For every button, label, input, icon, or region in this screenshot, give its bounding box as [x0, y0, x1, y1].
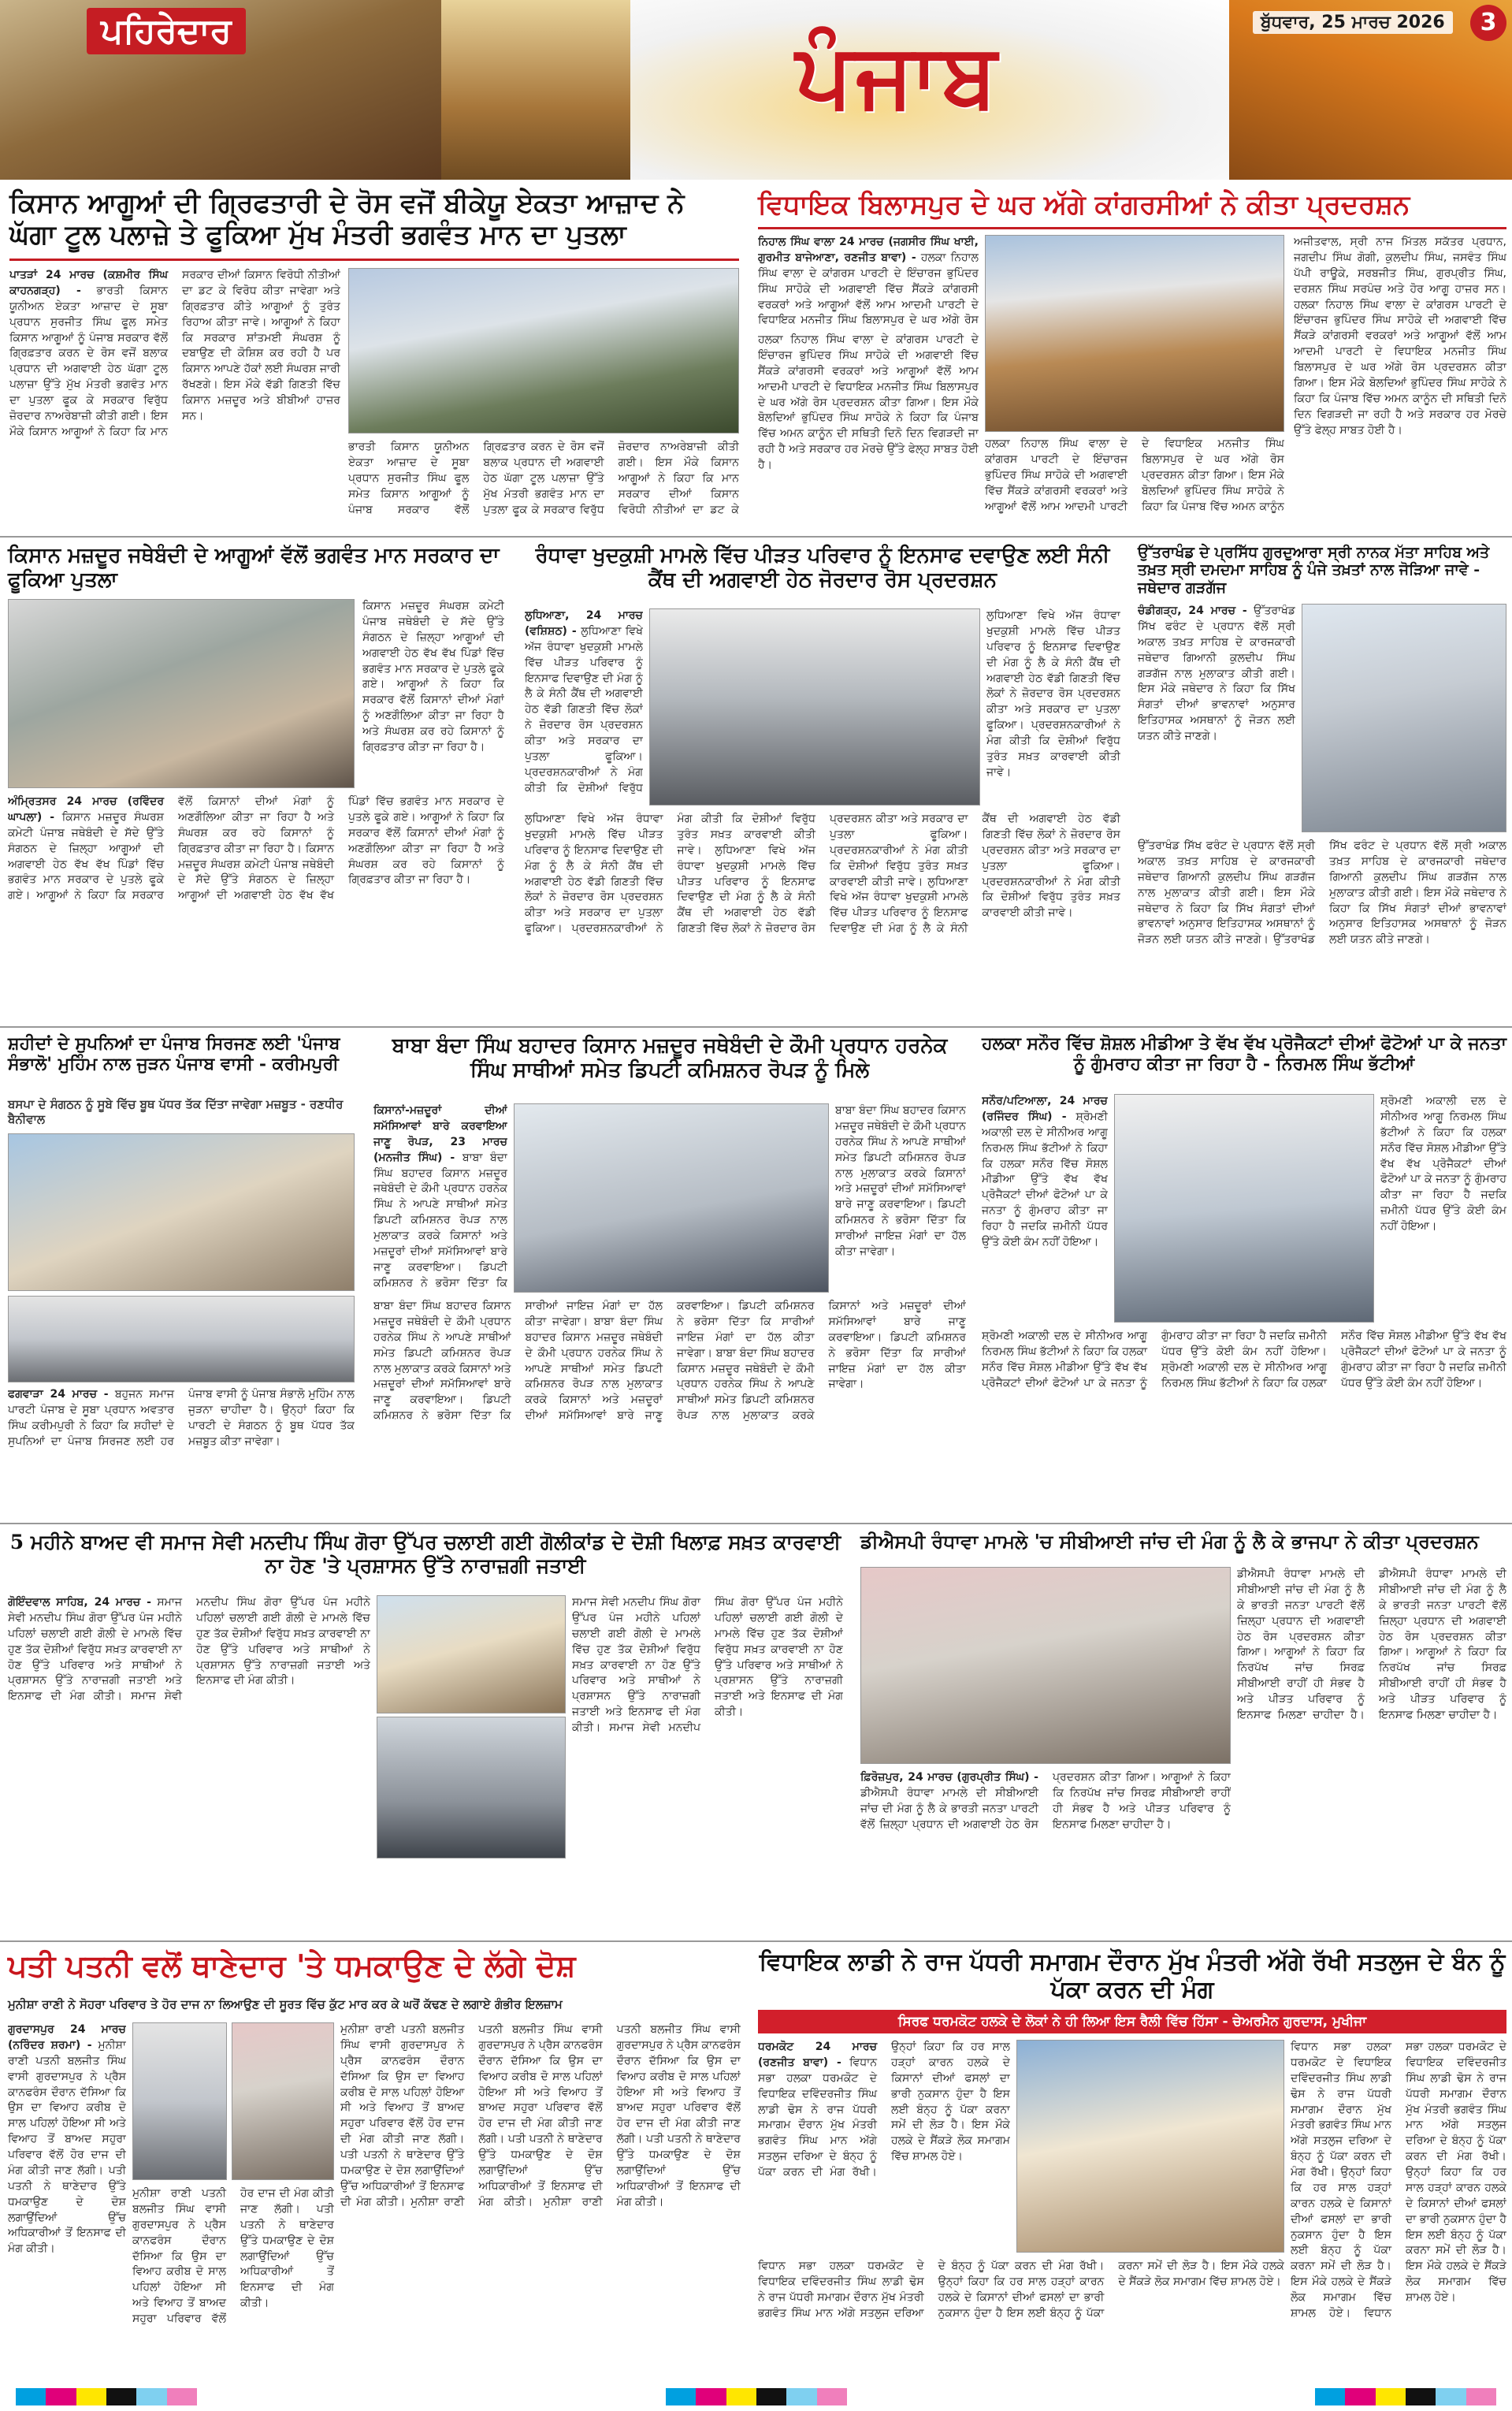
story-dateline: ਪਾਤੜਾਂ 24 ਮਾਰਚ (ਕਸ਼ਮੀਰ ਸਿੰਘ ਕਾਹਨਗੜ੍ਹ) -: [9, 269, 168, 297]
story-subhead: ਕਿਸਾਨਾਂ-ਮਜ਼ਦੂਰਾਂ ਦੀਆਂ ਸਮੱਸਿਆਵਾਂ ਬਾਰੇ ਕਰਵਾਇਆ ਜਾਣੂ: [373, 1104, 507, 1148]
story-sanaur-bhattian: [977, 1031, 1512, 1520]
color-registration-strip: [1315, 2388, 1496, 2405]
story-body: [9, 268, 340, 528]
story-dateline: ਧਰਮਕੋਟ 24 ਮਾਰਚ (ਰਣਜੀਤ ਬਾਵਾ) -: [758, 2041, 877, 2069]
section-divider: [0, 536, 1512, 538]
story-randhawa-protest: [518, 541, 1127, 1023]
story-body: ਨਿਹਾਲ ਸਿੰਘ ਵਾਲਾ 24 ਮਾਰਚ (ਜਗਸੀਰ ਸਿੰਘ ਖਾਈ, ਗੁਰਮੀਤ ਬਾਜੇਆਣਾ, ਰਣਜੀਤ ਬਾਵਾ) - ਹਲਕਾ ਨਿਹਾਲ ਸਿੰਘ ਵਾਲਾ ਦੇ ਕਾਂਗਰਸ ਪਾਰਟੀ ਦੇ ਇੰਚਾਰਜ ਭੁਪਿੰਦਰ ਸਿੰਘ ਸਾਹੋਕੇ ਦੀ ਅਗਵਾਈ ਵਿੱਚ ਸੈਂਕੜੇ ਕਾਂਗਰਸੀ ਵਰਕਰਾਂ ਅਤੇ ਆਗੂਆਂ ਵੱਲੋਂ ਆਮ ਆਦਮੀ ਪਾਰਟੀ ਦੇ ਵਿਧਾਇਕ ਮਨਜੀਤ ਸਿੰਘ ਬਿਲਾਸਪੁਰ ਦੇ ਘਰ ਅੱਗੇ ਰੋਸ: [758, 236, 979, 327]
story-thanedar-allegations: [0, 1945, 749, 2383]
story-headline: ਪਤੀ ਪਤਨੀ ਵਲੋਂ ਥਾਣੇਦਾਰ 'ਤੇ ਧਮਕਾਉਣ ਦੇ ਲੱਗੇ ਦੋਸ਼: [8, 1948, 576, 1983]
issue-date: ਬੁੱਧਵਾਰ, 25 ਮਾਰਚ 2026: [1253, 11, 1453, 34]
section-title: ਪੰਜਾਬ: [796, 24, 1001, 127]
color-registration-strip: [16, 2388, 197, 2405]
story-banner: ਸਿਰਫ ਧਰਮਕੋਟ ਹਲਕੇ ਦੇ ਲੋਕਾਂ ਨੇ ਹੀ ਲਿਆ ਇਸ ਰੈਲੀ ਵਿੱਚ ਹਿੱਸਾ - ਚੇਅਰਮੈਨ ਗੁਰਦਾਸ, ਮੁਖੀਜਾ: [758, 2010, 1506, 2033]
story-photo-gurdwara: [377, 1595, 566, 1713]
story-subhead: ਮੁਨੀਸ਼ਾ ਰਾਣੀ ਨੇ ਸੋਹਰਾ ਪਰਿਵਾਰ ਤੇ ਹੋਰ ਦਾਜ ਨਾ ਲਿਆਉਣ ਦੀ ਸੂਰਤ ਵਿੱਚ ਕੁੱਟ ਮਾਰ ਕਰ ਕੇ ਘਰੋਂ ਕੱਢਣ ਦੇ ਲਗਾਏ ਗੰਭੀਰ ਇਲਜ਼ਾਮ: [8, 1997, 563, 2011]
story-body: ਚੰਡੀਗੜ੍ਹ, 24 ਮਾਰਚ - ਉੱਤਰਾਖੰਡ ਸਿੱਖ ਫਰੰਟ ਦੇ ਪ੍ਰਧਾਨ ਵੱਲੋਂ ਸ੍ਰੀ ਅਕਾਲ ਤਖ਼ਤ ਸਾਹਿਬ ਦੇ ਕਾਰਜਕਾਰੀ ਜਥੇਦਾਰ ਗਿਆਨੀ ਕੁਲਦੀਪ ਸਿੰਘ ਗੜਗੱਜ ਨਾਲ ਮੁਲਾਕਾਤ ਕੀਤੀ ਗਈ। ਇਸ ਮੌਕੇ ਜਥੇਦਾਰ ਨੇ ਕਿਹਾ ਕਿ ਸਿੱਖ ਸੰਗਤਾਂ ਦੀਆਂ ਭਾਵਨਾਵਾਂ ਅਨੁਸਾਰ ਇਤਿਹਾਸਕ ਅਸਥਾਨਾਂ ਨੂੰ ਜੋੜਨ ਲਈ ਯਤਨ ਕੀਤੇ ਜਾਣਗੇ।: [1138, 605, 1295, 742]
story-body-continued: ਅੰਮ੍ਰਿਤਸਰ 24 ਮਾਰਚ (ਰਵਿੰਦਰ ਘਾਪਲਾ) - ਕਿਸਾਨ ਮਜ਼ਦੂਰ ਸੰਘਰਸ਼ ਕਮੇਟੀ ਪੰਜਾਬ ਜਥੇਬੰਦੀ ਦੇ ਸੱਦੇ ਉੱਤੇ ਸੰਗਠਨ ਦੇ ਜ਼ਿਲ੍ਹਾ ਆਗੂਆਂ ਦੀ ਅਗਵਾਈ ਹੇਠ ਵੱਖ ਵੱਖ ਪਿੰਡਾਂ ਵਿੱਚ ਭਗਵੰਤ ਮਾਨ ਸਰਕਾਰ ਦੇ ਪੁਤਲੇ ਫੂਕੇ ਗਏ। ਆਗੂਆਂ ਨੇ ਕਿਹਾ ਕਿ ਸਰਕਾਰ ਵੱਲੋਂ ਕਿਸਾਨਾਂ ਦੀਆਂ ਮੰਗਾਂ ਨੂੰ ਅਣਗੌਲਿਆ ਕੀਤਾ ਜਾ ਰਿਹਾ ਹੈ ਅਤੇ ਸੰਘਰਸ਼ ਕਰ ਰਹੇ ਕਿਸਾਨਾਂ ਨੂੰ ਗ੍ਰਿਫ਼ਤਾਰ ਕੀਤਾ ਜਾ ਰਿਹਾ ਹੈ। ਕਿਸਾਨ ਮਜ਼ਦੂਰ ਸੰਘਰਸ਼ ਕਮੇਟੀ ਪੰਜਾਬ ਜਥੇਬੰਦੀ ਦੇ ਸੱਦੇ ਉੱਤੇ ਸੰਗਠਨ ਦੇ ਜ਼ਿਲ੍ਹਾ ਆਗੂਆਂ ਦੀ ਅਗਵਾਈ ਹੇਠ ਵੱਖ ਵੱਖ ਪਿੰਡਾਂ ਵਿੱਚ ਭਗਵੰਤ ਮਾਨ ਸਰਕਾਰ ਦੇ ਪੁਤਲੇ ਫੂਕੇ ਗਏ। ਆਗੂਆਂ ਨੇ ਕਿਹਾ ਕਿ ਸਰਕਾਰ ਵੱਲੋਂ ਕਿਸਾਨਾਂ ਦੀਆਂ ਮੰਗਾਂ ਨੂੰ ਅਣਗੌਲਿਆ ਕੀਤਾ ਜਾ ਰਿਹਾ ਹੈ ਅਤੇ ਸੰਘਰਸ਼ ਕਰ ਰਹੇ ਕਿਸਾਨਾਂ ਨੂੰ ਗ੍ਰਿਫ਼ਤਾਰ ਕੀਤਾ ਜਾ ਰਿਹਾ ਹੈ।: [8, 795, 504, 902]
story-photo: [1016, 2040, 1284, 2253]
story-body: ਲੁਧਿਆਣਾ, 24 ਮਾਰਚ (ਵਸ਼ਿਸ਼ਠ) - ਲੁਧਿਆਣਾ ਵਿਖੇ ਅੱਜ ਰੰਧਾਵਾ ਖੁਦਕੁਸ਼ੀ ਮਾਮਲੇ ਵਿੱਚ ਪੀੜਤ ਪਰਿਵਾਰ ਨੂੰ ਇਨਸਾਫ ਦਿਵਾਉਣ ਦੀ ਮੰਗ ਨੂੰ ਲੈ ਕੇ ਸੰਨੀ ਕੈਂਥ ਦੀ ਅਗਵਾਈ ਹੇਠ ਵੱਡੀ ਗਿਣਤੀ ਵਿੱਚ ਲੋਕਾਂ ਨੇ ਜ਼ੋਰਦਾਰ ਰੋਸ ਪ੍ਰਦਰਸ਼ਨ ਕੀਤਾ ਅਤੇ ਸਰਕਾਰ ਦਾ ਪੁਤਲਾ ਫੂਕਿਆ। ਪ੍ਰਦਰਸ਼ਨਕਾਰੀਆਂ ਨੇ ਮੰਗ ਕੀਤੀ ਕਿ ਦੋਸ਼ੀਆਂ ਵਿਰੁੱਧ: [525, 609, 643, 794]
story-headline: ਉੱਤਰਾਖੰਡ ਦੇ ਪ੍ਰਸਿੱਧ ਗੁਰਦੁਆਰਾ ਸ੍ਰੀ ਨਾਨਕ ਮੱਤਾ ਸਾਹਿਬ ਅਤੇ ਤਖ਼ਤ ਸ੍ਰੀ ਦਮਦਮਾ ਸਾਹਿਬ ਨੂੰ ਪੰਜੇ ਤਖ਼ਤਾਂ ਨਾਲ ਜੋੜਿਆ ਜਾਵੇ - ਜਥੇਦਾਰ ਗੜਗੱਜ: [1138, 544, 1490, 597]
story-text: ਭਾਰਤੀ ਕਿਸਾਨ ਯੂਨੀਅਨ ਏਕਤਾ ਆਜ਼ਾਦ ਦੇ ਸੂਬਾ ਪ੍ਰਧਾਨ ਸੁਰਜੀਤ ਸਿੰਘ ਫੂਲ ਸਮੇਤ ਕਿਸਾਨ ਆਗੂਆਂ ਨੂੰ ਪੰਜਾਬ ਸਰਕਾਰ ਵੱਲੋਂ ਗ੍ਰਿਫ਼ਤਾਰ ਕਰਨ ਦੇ ਰੋਸ ਵਜੋਂ ਬਲਾਕ ਪ੍ਰਧਾਨ ਦੀ ਅਗਵਾਈ ਹੇਠ ਘੱਗਾ ਟੂਲ ਪਲਾਜ਼ਾ ਉੱਤੇ ਮੁੱਖ ਮੰਤਰੀ ਭਗਵੰਤ ਮਾਨ ਦਾ ਪੁਤਲਾ ਫੂਕ ਕੇ ਸਰਕਾਰ ਵਿਰੁੱਧ ਜ਼ੋਰਦਾਰ ਨਾਅਰੇਬਾਜ਼ੀ ਕੀਤੀ ਗਈ। ਇਸ ਮੌਕੇ ਕਿਸਾਨ ਆਗੂਆਂ ਨੇ ਕਿਹਾ ਕਿ ਮਾਨ ਸਰਕਾਰ ਦੀਆਂ ਕਿਸਾਨ ਵਿਰੋਧੀ ਨੀਤੀਆਂ ਦਾ ਡਟ ਕੇ ਵਿਰੋਧ ਕੀਤਾ ਜਾਵੇਗਾ ਅਤੇ ਗ੍ਰਿਫ਼ਤਾਰ ਕੀਤੇ ਆਗੂਆਂ ਨੂੰ ਤੁਰੰਤ ਰਿਹਾਅ ਕੀਤਾ ਜਾਵੇ। ਆਗੂਆਂ ਨੇ ਕਿਹਾ ਕਿ ਸਰਕਾਰ ਸ਼ਾਂਤਮਈ ਸੰਘਰਸ਼ ਨੂੰ ਦਬਾਉਣ ਦੀ ਕੋਸ਼ਿਸ਼ ਕਰ ਰਹੀ ਹੈ ਪਰ ਕਿਸਾਨ ਆਪਣੇ ਹੱਕਾਂ ਲਈ ਸੰਘਰਸ਼ ਜਾਰੀ ਰੱਖਣਗੇ। ਇਸ ਮੌਕੇ ਵੱਡੀ ਗਿਣਤੀ ਵਿੱਚ ਕਿਸਾਨ ਮਜ਼ਦੂਰ ਅਤੇ ਬੀਬੀਆਂ ਹਾਜ਼ਰ ਸਨ।: [9, 269, 340, 438]
story-photo-woman: [232, 2022, 334, 2180]
story-body-continued: ਡੀਐਸਪੀ ਰੰਧਾਵਾ ਮਾਮਲੇ ਦੀ ਸੀਬੀਆਈ ਜਾਂਚ ਦੀ ਮੰਗ ਨੂੰ ਲੈ ਕੇ ਭਾਰਤੀ ਜਨਤਾ ਪਾਰਟੀ ਵੱਲੋਂ ਜ਼ਿਲ੍ਹਾ ਪ੍ਰਧਾਨ ਦੀ ਅਗਵਾਈ ਹੇਠ ਰੋਸ ਪ੍ਰਦਰਸ਼ਨ ਕੀਤਾ ਗਿਆ। ਆਗੂਆਂ ਨੇ ਕਿਹਾ ਕਿ ਨਿਰਪੱਖ ਜਾਂਚ ਸਿਰਫ਼ ਸੀਬੀਆਈ ਰਾਹੀਂ ਹੀ ਸੰਭਵ ਹੈ ਅਤੇ ਪੀੜਤ ਪਰਿਵਾਰ ਨੂੰ ਇਨਸਾਫ ਮਿਲਣਾ ਚਾਹੀਦਾ ਹੈ। ਡੀਐਸਪੀ ਰੰਧਾਵਾ ਮਾਮਲੇ ਦੀ ਸੀਬੀਆਈ ਜਾਂਚ ਦੀ ਮੰਗ ਨੂੰ ਲੈ ਕੇ ਭਾਰਤੀ ਜਨਤਾ ਪਾਰਟੀ ਵੱਲੋਂ ਜ਼ਿਲ੍ਹਾ ਪ੍ਰਧਾਨ ਦੀ ਅਗਵਾਈ ਹੇਠ ਰੋਸ ਪ੍ਰਦਰਸ਼ਨ ਕੀਤਾ ਗਿਆ। ਆਗੂਆਂ ਨੇ ਕਿਹਾ ਕਿ ਨਿਰਪੱਖ ਜਾਂਚ ਸਿਰਫ਼ ਸੀਬੀਆਈ ਰਾਹੀਂ ਹੀ ਸੰਭਵ ਹੈ ਅਤੇ ਪੀੜਤ ਪਰਿਵਾਰ ਨੂੰ ਇਨਸਾਫ ਮਿਲਣਾ ਚਾਹੀਦਾ ਹੈ।: [1237, 1568, 1506, 1721]
story-photo: [514, 1103, 829, 1293]
story-bku-effigy: [0, 186, 749, 533]
story-photo: [985, 235, 1284, 432]
story-bsp-karimpuri: [0, 1031, 362, 1520]
story-dateline: ਫਗਵਾੜਾ 24 ਮਾਰਚ -: [8, 1388, 109, 1401]
story-mandeep-gora: [0, 1527, 851, 1937]
newspaper-logo: ਪਹਿਰੇਦਾਰ: [87, 8, 246, 54]
story-dateline: ਅੰਮ੍ਰਿਤਸਰ 24 ਮਾਰਚ (ਰਵਿੰਦਰ ਘਾਪਲਾ) -: [8, 795, 164, 824]
story-body-continued-2: ਬਾਬਾ ਬੰਦਾ ਸਿੰਘ ਬਹਾਦਰ ਕਿਸਾਨ ਮਜ਼ਦੂਰ ਜਥੇਬੰਦੀ ਦੇ ਕੌਮੀ ਪ੍ਰਧਾਨ ਹਰਨੇਕ ਸਿੰਘ ਨੇ ਆਪਣੇ ਸਾਥੀਆਂ ਸਮੇਤ ਡਿਪਟੀ ਕਮਿਸ਼ਨਰ ਰੋਪੜ ਨਾਲ ਮੁਲਾਕਾਤ ਕਰਕੇ ਕਿਸਾਨਾਂ ਅਤੇ ਮਜ਼ਦੂਰਾਂ ਦੀਆਂ ਸਮੱਸਿਆਵਾਂ ਬਾਰੇ ਜਾਣੂ ਕਰਵਾਇਆ। ਡਿਪਟੀ ਕਮਿਸ਼ਨਰ ਨੇ ਭਰੋਸਾ ਦਿੱਤਾ ਕਿ ਸਾਰੀਆਂ ਜਾਇਜ਼ ਮੰਗਾਂ ਦਾ ਹੱਲ ਕੀਤਾ ਜਾਵੇਗਾ। ਬਾਬਾ ਬੰਦਾ ਸਿੰਘ ਬਹਾਦਰ ਕਿਸਾਨ ਮਜ਼ਦੂਰ ਜਥੇਬੰਦੀ ਦੇ ਕੌਮੀ ਪ੍ਰਧਾਨ ਹਰਨੇਕ ਸਿੰਘ ਨੇ ਆਪਣੇ ਸਾਥੀਆਂ ਸਮੇਤ ਡਿਪਟੀ ਕਮਿਸ਼ਨਰ ਰੋਪੜ ਨਾਲ ਮੁਲਾਕਾਤ ਕਰਕੇ ਕਿਸਾਨਾਂ ਅਤੇ ਮਜ਼ਦੂਰਾਂ ਦੀਆਂ ਸਮੱਸਿਆਵਾਂ ਬਾਰੇ ਜਾਣੂ ਕਰਵਾਇਆ। ਡਿਪਟੀ ਕਮਿਸ਼ਨਰ ਨੇ ਭਰੋਸਾ ਦਿੱਤਾ ਕਿ ਸਾਰੀਆਂ ਜਾਇਜ਼ ਮੰਗਾਂ ਦਾ ਹੱਲ ਕੀਤਾ ਜਾਵੇਗਾ। ਬਾਬਾ ਬੰਦਾ ਸਿੰਘ ਬਹਾਦਰ ਕਿਸਾਨ ਮਜ਼ਦੂਰ ਜਥੇਬੰਦੀ ਦੇ ਕੌਮੀ ਪ੍ਰਧਾਨ ਹਰਨੇਕ ਸਿੰਘ ਨੇ ਆਪਣੇ ਸਾਥੀਆਂ ਸਮੇਤ ਡਿਪਟੀ ਕਮਿਸ਼ਨਰ ਰੋਪੜ ਨਾਲ ਮੁਲਾਕਾਤ ਕਰਕੇ ਕਿਸਾਨਾਂ ਅਤੇ ਮਜ਼ਦੂਰਾਂ ਦੀਆਂ ਸਮੱਸਿਆਵਾਂ ਬਾਰੇ ਜਾਣੂ ਕਰਵਾਇਆ। ਡਿਪਟੀ ਕਮਿਸ਼ਨਰ ਨੇ ਭਰੋਸਾ ਦਿੱਤਾ ਕਿ ਸਾਰੀਆਂ ਜਾਇਜ਼ ਮੰਗਾਂ ਦਾ ਹੱਲ ਕੀਤਾ ਜਾਵੇਗਾ।: [373, 1300, 966, 1423]
story-photo: [348, 268, 739, 433]
story-body: ਧਰਮਕੋਟ 24 ਮਾਰਚ (ਰਣਜੀਤ ਬਾਵਾ) - ਵਿਧਾਨ ਸਭਾ ਹਲਕਾ ਧਰਮਕੋਟ ਦੇ ਵਿਧਾਇਕ ਦਵਿੰਦਰਜੀਤ ਸਿੰਘ ਲਾਡੀ ਢੋਸ ਨੇ ਰਾਜ ਪੱਧਰੀ ਸਮਾਗਮ ਦੌਰਾਨ ਮੁੱਖ ਮੰਤਰੀ ਭਗਵੰਤ ਸਿੰਘ ਮਾਨ ਅੱਗੇ ਸਤਲੁਜ ਦਰਿਆ ਦੇ ਬੰਨ੍ਹ ਨੂੰ ਪੱਕਾ ਕਰਨ ਦੀ ਮੰਗ ਰੱਖੀ। ਉਨ੍ਹਾਂ ਕਿਹਾ ਕਿ ਹਰ ਸਾਲ ਹੜ੍ਹਾਂ ਕਾਰਨ ਹਲਕੇ ਦੇ ਕਿਸਾਨਾਂ ਦੀਆਂ ਫਸਲਾਂ ਦਾ ਭਾਰੀ ਨੁਕਸਾਨ ਹੁੰਦਾ ਹੈ ਇਸ ਲਈ ਬੰਨ੍ਹ ਨੂੰ ਪੱਕਾ ਕਰਨਾ ਸਮੇਂ ਦੀ ਲੋੜ ਹੈ। ਇਸ ਮੌਕੇ ਹਲਕੇ ਦੇ ਸੈਂਕੜੇ ਲੋਕ ਸਮਾਗਮ ਵਿੱਚ ਸ਼ਾਮਲ ਹੋਏ।: [758, 2041, 1010, 2178]
story-ladi-satluj: [753, 1945, 1512, 2383]
section-divider: [0, 1940, 1512, 1942]
story-subhead: ਬਸਪਾ ਦੇ ਸੰਗਠਨ ਨੂੰ ਸੂਬੇ ਵਿੱਚ ਬੂਥ ਪੱਧਰ ਤੱਕ ਦਿੱਤਾ ਜਾਵੇਗਾ ਮਜ਼ਬੂਤ - ਰਣਧੀਰ ਬੈਨੀਵਾਲ: [8, 1097, 344, 1126]
story-dateline: ਗੋਇੰਦਵਾਲ ਸਾਹਿਬ, 24 ਮਾਰਚ -: [8, 1596, 151, 1609]
story-photo: [8, 599, 355, 788]
story-dateline: ਰੋਪੜ, 23 ਮਾਰਚ (ਮਨਜੀਤ ਸਿੰਘ) -: [373, 1135, 507, 1164]
story-side-body: ਅਜੀਤਵਾਲ, ਸ੍ਰੀ ਨਾਜ ਮਿੱਤਲ ਸਕੱਤਰ ਪ੍ਰਧਾਨ, ਜਗਦੀਪ ਸਿੰਘ ਗੋਗੀ, ਕੁਲਦੀਪ ਸਿੰਘ, ਜਸਵੰਤ ਸਿੰਘ ਪੱਪੀ ਰਾਊਕੇ, ਸਰਬਜੀਤ ਸਿੰਘ, ਗੁਰਪ੍ਰੀਤ ਸਿੰਘ, ਦਰਸ਼ਨ ਸਿੰਘ ਸਰਪੰਚ ਅਤੇ ਹੋਰ ਆਗੂ ਹਾਜ਼ਰ ਸਨ। ਹਲਕਾ ਨਿਹਾਲ ਸਿੰਘ ਵਾਲਾ ਦੇ ਕਾਂਗਰਸ ਪਾਰਟੀ ਦੇ ਇੰਚਾਰਜ ਭੁਪਿੰਦਰ ਸਿੰਘ ਸਾਹੋਕੇ ਦੀ ਅਗਵਾਈ ਵਿੱਚ ਸੈਂਕੜੇ ਕਾਂਗਰਸੀ ਵਰਕਰਾਂ ਅਤੇ ਆਗੂਆਂ ਵੱਲੋਂ ਆਮ ਆਦਮੀ ਪਾਰਟੀ ਦੇ ਵਿਧਾਇਕ ਮਨਜੀਤ ਸਿੰਘ ਬਿਲਾਸਪੁਰ ਦੇ ਘਰ ਅੱਗੇ ਰੋਸ ਪ੍ਰਦਰਸ਼ਨ ਕੀਤਾ ਗਿਆ। ਇਸ ਮੌਕੇ ਬੋਲਦਿਆਂ ਭੁਪਿੰਦਰ ਸਿੰਘ ਸਾਹੋਕੇ ਨੇ ਕਿਹਾ ਕਿ ਪੰਜਾਬ ਵਿੱਚ ਅਮਨ ਕਾਨੂੰਨ ਦੀ ਸਥਿਤੀ ਦਿਨੋ ਦਿਨ ਵਿਗੜਦੀ ਜਾ ਰਹੀ ਹੈ ਅਤੇ ਸਰਕਾਰ ਹਰ ਮੋਰਚੇ ਉੱਤੇ ਫੇਲ੍ਹ ਸਾਬਤ ਹੋਈ ਹੈ।: [1294, 236, 1506, 437]
story-headline: 5 ਮਹੀਨੇ ਬਾਅਦ ਵੀ ਸਮਾਜ ਸੇਵੀ ਮਨਦੀਪ ਸਿੰਘ ਗੋਰਾ ਉੱਪਰ ਚਲਾਈ ਗਈ ਗੋਲੀਕਾਂਡ ਦੇ ਦੋਸ਼ੀ ਖਿਲਾਫ਼ ਸਖ਼ਤ ਕਾਰਵਾਈ ਨਾ ਹੋਣ 'ਤੇ ਪ੍ਰਸ਼ਾਸਨ ਉੱਤੇ ਨਾਰਾਜ਼ਗੀ ਜਤਾਈ: [9, 1531, 841, 1577]
story-dateline: ਫ਼ਿਰੋਜ਼ਪੁਰ, 24 ਮਾਰਚ (ਗੁਰਪ੍ਰੀਤ ਸਿੰਘ) -: [860, 1771, 1038, 1784]
story-photo: [860, 1567, 1231, 1764]
story-photo-press: [377, 1717, 566, 1858]
story-body-continued-2: ਲੁਧਿਆਣਾ ਵਿਖੇ ਅੱਜ ਰੰਧਾਵਾ ਖੁਦਕੁਸ਼ੀ ਮਾਮਲੇ ਵਿੱਚ ਪੀੜਤ ਪਰਿਵਾਰ ਨੂੰ ਇਨਸਾਫ ਦਿਵਾਉਣ ਦੀ ਮੰਗ ਨੂੰ ਲੈ ਕੇ ਸੰਨੀ ਕੈਂਥ ਦੀ ਅਗਵਾਈ ਹੇਠ ਵੱਡੀ ਗਿਣਤੀ ਵਿੱਚ ਲੋਕਾਂ ਨੇ ਜ਼ੋਰਦਾਰ ਰੋਸ ਪ੍ਰਦਰਸ਼ਨ ਕੀਤਾ ਅਤੇ ਸਰਕਾਰ ਦਾ ਪੁਤਲਾ ਫੂਕਿਆ। ਪ੍ਰਦਰਸ਼ਨਕਾਰੀਆਂ ਨੇ ਮੰਗ ਕੀਤੀ ਕਿ ਦੋਸ਼ੀਆਂ ਵਿਰੁੱਧ ਤੁਰੰਤ ਸਖ਼ਤ ਕਾਰਵਾਈ ਕੀਤੀ ਜਾਵੇ। ਲੁਧਿਆਣਾ ਵਿਖੇ ਅੱਜ ਰੰਧਾਵਾ ਖੁਦਕੁਸ਼ੀ ਮਾਮਲੇ ਵਿੱਚ ਪੀੜਤ ਪਰਿਵਾਰ ਨੂੰ ਇਨਸਾਫ ਦਿਵਾਉਣ ਦੀ ਮੰਗ ਨੂੰ ਲੈ ਕੇ ਸੰਨੀ ਕੈਂਥ ਦੀ ਅਗਵਾਈ ਹੇਠ ਵੱਡੀ ਗਿਣਤੀ ਵਿੱਚ ਲੋਕਾਂ ਨੇ ਜ਼ੋਰਦਾਰ ਰੋਸ ਪ੍ਰਦਰਸ਼ਨ ਕੀਤਾ ਅਤੇ ਸਰਕਾਰ ਦਾ ਪੁਤਲਾ ਫੂਕਿਆ। ਪ੍ਰਦਰਸ਼ਨਕਾਰੀਆਂ ਨੇ ਮੰਗ ਕੀਤੀ ਕਿ ਦੋਸ਼ੀਆਂ ਵਿਰੁੱਧ ਤੁਰੰਤ ਸਖ਼ਤ ਕਾਰਵਾਈ ਕੀਤੀ ਜਾਵੇ। ਲੁਧਿਆਣਾ ਵਿਖੇ ਅੱਜ ਰੰਧਾਵਾ ਖੁਦਕੁਸ਼ੀ ਮਾਮਲੇ ਵਿੱਚ ਪੀੜਤ ਪਰਿਵਾਰ ਨੂੰ ਇਨਸਾਫ ਦਿਵਾਉਣ ਦੀ ਮੰਗ ਨੂੰ ਲੈ ਕੇ ਸੰਨੀ ਕੈਂਥ ਦੀ ਅਗਵਾਈ ਹੇਠ ਵੱਡੀ ਗਿਣਤੀ ਵਿੱਚ ਲੋਕਾਂ ਨੇ ਜ਼ੋਰਦਾਰ ਰੋਸ ਪ੍ਰਦਰਸ਼ਨ ਕੀਤਾ ਅਤੇ ਸਰਕਾਰ ਦਾ ਪੁਤਲਾ ਫੂਕਿਆ। ਪ੍ਰਦਰਸ਼ਨਕਾਰੀਆਂ ਨੇ ਮੰਗ ਕੀਤੀ ਕਿ ਦੋਸ਼ੀਆਂ ਵਿਰੁੱਧ ਤੁਰੰਤ ਸਖ਼ਤ ਕਾਰਵਾਈ ਕੀਤੀ ਜਾਵੇ।: [525, 813, 1120, 936]
divider: [9, 259, 739, 261]
divider: [758, 227, 1506, 229]
story-body: ਫਗਵਾੜਾ 24 ਮਾਰਚ - ਬਹੁਜਨ ਸਮਾਜ ਪਾਰਟੀ ਪੰਜਾਬ ਦੇ ਸੂਬਾ ਪ੍ਰਧਾਨ ਅਵਤਾਰ ਸਿੰਘ ਕਰੀਮਪੁਰੀ ਨੇ ਕਿਹਾ ਕਿ ਸ਼ਹੀਦਾਂ ਦੇ ਸੁਪਨਿਆਂ ਦਾ ਪੰਜਾਬ ਸਿਰਜਣ ਲਈ ਹਰ ਪੰਜਾਬ ਵਾਸੀ ਨੂੰ ਪੰਜਾਬ ਸੰਭਾਲੋ ਮੁਹਿੰਮ ਨਾਲ ਜੁੜਨਾ ਚਾਹੀਦਾ ਹੈ। ਉਨ੍ਹਾਂ ਕਿਹਾ ਕਿ ਪਾਰਟੀ ਦੇ ਸੰਗਠਨ ਨੂੰ ਬੂਥ ਪੱਧਰ ਤੱਕ ਮਜ਼ਬੂਤ ਕੀਤਾ ਜਾਵੇਗਾ।: [8, 1388, 355, 1448]
story-body-continued: ਹਲਕਾ ਨਿਹਾਲ ਸਿੰਘ ਵਾਲਾ ਦੇ ਕਾਂਗਰਸ ਪਾਰਟੀ ਦੇ ਇੰਚਾਰਜ ਭੁਪਿੰਦਰ ਸਿੰਘ ਸਾਹੋਕੇ ਦੀ ਅਗਵਾਈ ਵਿੱਚ ਸੈਂਕੜੇ ਕਾਂਗਰਸੀ ਵਰਕਰਾਂ ਅਤੇ ਆਗੂਆਂ ਵੱਲੋਂ ਆਮ ਆਦਮੀ ਪਾਰਟੀ ਦੇ ਵਿਧਾਇਕ ਮਨਜੀਤ ਸਿੰਘ ਬਿਲਾਸਪੁਰ ਦੇ ਘਰ ਅੱਗੇ ਰੋਸ ਪ੍ਰਦਰਸ਼ਨ ਕੀਤਾ ਗਿਆ। ਇਸ ਮੌਕੇ ਬੋਲਦਿਆਂ ਭੁਪਿੰਦਰ ਸਿੰਘ ਸਾਹੋਕੇ ਨੇ ਕਿਹਾ ਕਿ ਪੰਜਾਬ ਵਿੱਚ ਅਮਨ ਕਾਨੂੰਨ ਦੀ ਸਥਿਤੀ ਦਿਨੋ ਦਿਨ ਵਿਗੜਦੀ ਜਾ ਰਹੀ ਹੈ ਅਤੇ ਸਰਕਾਰ ਹਰ ਮੋਰਚੇ ਉੱਤੇ ਫੇਲ੍ਹ ਸਾਬਤ ਹੋਈ ਹੈ।: [758, 333, 979, 471]
story-photo: [649, 608, 980, 806]
section-divider: [0, 1026, 1512, 1028]
story-body-continued: ਮੁਨੀਸ਼ਾ ਰਾਣੀ ਪਤਨੀ ਬਲਜੀਤ ਸਿੰਘ ਵਾਸੀ ਗੁਰਦਾਸਪੁਰ ਨੇ ਪ੍ਰੈਸ ਕਾਨਫਰੰਸ ਦੌਰਾਨ ਦੱਸਿਆ ਕਿ ਉਸ ਦਾ ਵਿਆਹ ਕਰੀਬ ਦੋ ਸਾਲ ਪਹਿਲਾਂ ਹੋਇਆ ਸੀ ਅਤੇ ਵਿਆਹ ਤੋਂ ਬਾਅਦ ਸਹੁਰਾ ਪਰਿਵਾਰ ਵੱਲੋਂ ਹੋਰ ਦਾਜ ਦੀ ਮੰਗ ਕੀਤੀ ਜਾਣ ਲੱਗੀ। ਪਤੀ ਪਤਨੀ ਨੇ ਥਾਣੇਦਾਰ ਉੱਤੇ ਧਮਕਾਉਣ ਦੇ ਦੋਸ਼ ਲਗਾਉਂਦਿਆਂ ਉੱਚ ਅਧਿਕਾਰੀਆਂ ਤੋਂ ਇਨਸਾਫ ਦੀ ਮੰਗ ਕੀਤੀ।: [132, 2187, 334, 2325]
story-body: ਕਿਸਾਨ ਮਜ਼ਦੂਰ ਸੰਘਰਸ਼ ਕਮੇਟੀ ਪੰਜਾਬ ਜਥੇਬੰਦੀ ਦੇ ਸੱਦੇ ਉੱਤੇ ਸੰਗਠਨ ਦੇ ਜ਼ਿਲ੍ਹਾ ਆਗੂਆਂ ਦੀ ਅਗਵਾਈ ਹੇਠ ਵੱਖ ਵੱਖ ਪਿੰਡਾਂ ਵਿੱਚ ਭਗਵੰਤ ਮਾਨ ਸਰਕਾਰ ਦੇ ਪੁਤਲੇ ਫੂਕੇ ਗਏ। ਆਗੂਆਂ ਨੇ ਕਿਹਾ ਕਿ ਸਰਕਾਰ ਵੱਲੋਂ ਕਿਸਾਨਾਂ ਦੀਆਂ ਮੰਗਾਂ ਨੂੰ ਅਣਗੌਲਿਆ ਕੀਤਾ ਜਾ ਰਿਹਾ ਹੈ ਅਤੇ ਸੰਘਰਸ਼ ਕਰ ਰਹੇ ਕਿਸਾਨਾਂ ਨੂੰ ਗ੍ਰਿਫ਼ਤਾਰ ਕੀਤਾ ਜਾ ਰਿਹਾ ਹੈ।: [362, 600, 504, 753]
story-body: ਫ਼ਿਰੋਜ਼ਪੁਰ, 24 ਮਾਰਚ (ਗੁਰਪ੍ਰੀਤ ਸਿੰਘ) - ਡੀਐਸਪੀ ਰੰਧਾਵਾ ਮਾਮਲੇ ਦੀ ਸੀਬੀਆਈ ਜਾਂਚ ਦੀ ਮੰਗ ਨੂੰ ਲੈ ਕੇ ਭਾਰਤੀ ਜਨਤਾ ਪਾਰਟੀ ਵੱਲੋਂ ਜ਼ਿਲ੍ਹਾ ਪ੍ਰਧਾਨ ਦੀ ਅਗਵਾਈ ਹੇਠ ਰੋਸ ਪ੍ਰਦਰਸ਼ਨ ਕੀਤਾ ਗਿਆ। ਆਗੂਆਂ ਨੇ ਕਿਹਾ ਕਿ ਨਿਰਪੱਖ ਜਾਂਚ ਸਿਰਫ਼ ਸੀਬੀਆਈ ਰਾਹੀਂ ਹੀ ਸੰਭਵ ਹੈ ਅਤੇ ਪੀੜਤ ਪਰਿਵਾਰ ਨੂੰ ਇਨਸਾਫ ਮਿਲਣਾ ਚਾਹੀਦਾ ਹੈ।: [860, 1771, 1231, 1831]
story-photo-2: [8, 1296, 355, 1382]
story-photo: [1114, 1094, 1374, 1323]
story-body-continued: ਭਾਰਤੀ ਕਿਸਾਨ ਯੂਨੀਅਨ ਏਕਤਾ ਆਜ਼ਾਦ ਦੇ ਸੂਬਾ ਪ੍ਰਧਾਨ ਸੁਰਜੀਤ ਸਿੰਘ ਫੂਲ ਸਮੇਤ ਕਿਸਾਨ ਆਗੂਆਂ ਨੂੰ ਪੰਜਾਬ ਸਰਕਾਰ ਵੱਲੋਂ ਗ੍ਰਿਫ਼ਤਾਰ ਕਰਨ ਦੇ ਰੋਸ ਵਜੋਂ ਬਲਾਕ ਪ੍ਰਧਾਨ ਦੀ ਅਗਵਾਈ ਹੇਠ ਘੱਗਾ ਟੂਲ ਪਲਾਜ਼ਾ ਉੱਤੇ ਮੁੱਖ ਮੰਤਰੀ ਭਗਵੰਤ ਮਾਨ ਦਾ ਪੁਤਲਾ ਫੂਕ ਕੇ ਸਰਕਾਰ ਵਿਰੁੱਧ ਜ਼ੋਰਦਾਰ ਨਾਅਰੇਬਾਜ਼ੀ ਕੀਤੀ ਗਈ। ਇਸ ਮੌਕੇ ਕਿਸਾਨ ਆਗੂਆਂ ਨੇ ਕਿਹਾ ਕਿ ਮਾਨ ਸਰਕਾਰ ਦੀਆਂ ਕਿਸਾਨ ਵਿਰੋਧੀ ਨੀਤੀਆਂ ਦਾ ਡਟ ਕੇ: [348, 441, 739, 516]
story-body-continued: ਵਿਧਾਨ ਸਭਾ ਹਲਕਾ ਧਰਮਕੋਟ ਦੇ ਵਿਧਾਇਕ ਦਵਿੰਦਰਜੀਤ ਸਿੰਘ ਲਾਡੀ ਢੋਸ ਨੇ ਰਾਜ ਪੱਧਰੀ ਸਮਾਗਮ ਦੌਰਾਨ ਮੁੱਖ ਮੰਤਰੀ ਭਗਵੰਤ ਸਿੰਘ ਮਾਨ ਅੱਗੇ ਸਤਲੁਜ ਦਰਿਆ ਦੇ ਬੰਨ੍ਹ ਨੂੰ ਪੱਕਾ ਕਰਨ ਦੀ ਮੰਗ ਰੱਖੀ। ਉਨ੍ਹਾਂ ਕਿਹਾ ਕਿ ਹਰ ਸਾਲ ਹੜ੍ਹਾਂ ਕਾਰਨ ਹਲਕੇ ਦੇ ਕਿਸਾਨਾਂ ਦੀਆਂ ਫਸਲਾਂ ਦਾ ਭਾਰੀ ਨੁਕਸਾਨ ਹੁੰਦਾ ਹੈ ਇਸ ਲਈ ਬੰਨ੍ਹ ਨੂੰ ਪੱਕਾ ਕਰਨਾ ਸਮੇਂ ਦੀ ਲੋੜ ਹੈ। ਇਸ ਮੌਕੇ ਹਲਕੇ ਦੇ ਸੈਂਕੜੇ ਲੋਕ ਸਮਾਗਮ ਵਿੱਚ ਸ਼ਾਮਲ ਹੋਏ। ਵਿਧਾਨ ਸਭਾ ਹਲਕਾ ਧਰਮਕੋਟ ਦੇ ਵਿਧਾਇਕ ਦਵਿੰਦਰਜੀਤ ਸਿੰਘ ਲਾਡੀ ਢੋਸ ਨੇ ਰਾਜ ਪੱਧਰੀ ਸਮਾਗਮ ਦੌਰਾਨ ਮੁੱਖ ਮੰਤਰੀ ਭਗਵੰਤ ਸਿੰਘ ਮਾਨ ਅੱਗੇ ਸਤਲੁਜ ਦਰਿਆ ਦੇ ਬੰਨ੍ਹ ਨੂੰ ਪੱਕਾ ਕਰਨ ਦੀ ਮੰਗ ਰੱਖੀ। ਉਨ੍ਹਾਂ ਕਿਹਾ ਕਿ ਹਰ ਸਾਲ ਹੜ੍ਹਾਂ ਕਾਰਨ ਹਲਕੇ ਦੇ ਕਿਸਾਨਾਂ ਦੀਆਂ ਫਸਲਾਂ ਦਾ ਭਾਰੀ ਨੁਕਸਾਨ ਹੁੰਦਾ ਹੈ ਇਸ ਲਈ ਬੰਨ੍ਹ ਨੂੰ ਪੱਕਾ ਕਰਨਾ ਸਮੇਂ ਦੀ ਲੋੜ ਹੈ। ਇਸ ਮੌਕੇ ਹਲਕੇ ਦੇ ਸੈਂਕੜੇ ਲੋਕ ਸਮਾਗਮ ਵਿੱਚ ਸ਼ਾਮਲ ਹੋਏ।: [1291, 2041, 1506, 2320]
story-photo-man: [132, 2022, 227, 2180]
story-body: ਗੁਰਦਾਸਪੁਰ 24 ਮਾਰਚ (ਨਰਿੰਦਰ ਸ਼ਰਮਾ) - ਮੁਨੀਸ਼ਾ ਰਾਣੀ ਪਤਨੀ ਬਲਜੀਤ ਸਿੰਘ ਵਾਸੀ ਗੁਰਦਾਸਪੁਰ ਨੇ ਪ੍ਰੈਸ ਕਾਨਫਰੰਸ ਦੌਰਾਨ ਦੱਸਿਆ ਕਿ ਉਸ ਦਾ ਵਿਆਹ ਕਰੀਬ ਦੋ ਸਾਲ ਪਹਿਲਾਂ ਹੋਇਆ ਸੀ ਅਤੇ ਵਿਆਹ ਤੋਂ ਬਾਅਦ ਸਹੁਰਾ ਪਰਿਵਾਰ ਵੱਲੋਂ ਹੋਰ ਦਾਜ ਦੀ ਮੰਗ ਕੀਤੀ ਜਾਣ ਲੱਗੀ। ਪਤੀ ਪਤਨੀ ਨੇ ਥਾਣੇਦਾਰ ਉੱਤੇ ਧਮਕਾਉਣ ਦੇ ਦੋਸ਼ ਲਗਾਉਂਦਿਆਂ ਉੱਚ ਅਧਿਕਾਰੀਆਂ ਤੋਂ ਇਨਸਾਫ ਦੀ ਮੰਗ ਕੀਤੀ।: [8, 2023, 126, 2256]
story-body-continued: ਬਾਬਾ ਬੰਦਾ ਸਿੰਘ ਬਹਾਦਰ ਕਿਸਾਨ ਮਜ਼ਦੂਰ ਜਥੇਬੰਦੀ ਦੇ ਕੌਮੀ ਪ੍ਰਧਾਨ ਹਰਨੇਕ ਸਿੰਘ ਨੇ ਆਪਣੇ ਸਾਥੀਆਂ ਸਮੇਤ ਡਿਪਟੀ ਕਮਿਸ਼ਨਰ ਰੋਪੜ ਨਾਲ ਮੁਲਾਕਾਤ ਕਰਕੇ ਕਿਸਾਨਾਂ ਅਤੇ ਮਜ਼ਦੂਰਾਂ ਦੀਆਂ ਸਮੱਸਿਆਵਾਂ ਬਾਰੇ ਜਾਣੂ ਕਰਵਾਇਆ। ਡਿਪਟੀ ਕਮਿਸ਼ਨਰ ਨੇ ਭਰੋਸਾ ਦਿੱਤਾ ਕਿ ਸਾਰੀਆਂ ਜਾਇਜ਼ ਮੰਗਾਂ ਦਾ ਹੱਲ ਕੀਤਾ ਜਾਵੇਗਾ।: [835, 1104, 966, 1258]
story-body-continued-2: ਸ਼੍ਰੋਮਣੀ ਅਕਾਲੀ ਦਲ ਦੇ ਸੀਨੀਅਰ ਆਗੂ ਨਿਰਮਲ ਸਿੰਘ ਭੱਟੀਆਂ ਨੇ ਕਿਹਾ ਕਿ ਹਲਕਾ ਸਨੌਰ ਵਿੱਚ ਸੋਸ਼ਲ ਮੀਡੀਆ ਉੱਤੇ ਵੱਖ ਵੱਖ ਪ੍ਰੋਜੈਕਟਾਂ ਦੀਆਂ ਫੋਟੋਆਂ ਪਾ ਕੇ ਜਨਤਾ ਨੂੰ ਗੁੰਮਰਾਹ ਕੀਤਾ ਜਾ ਰਿਹਾ ਹੈ ਜਦਕਿ ਜ਼ਮੀਨੀ ਪੱਧਰ ਉੱਤੇ ਕੋਈ ਕੰਮ ਨਹੀਂ ਹੋਇਆ। ਸ਼੍ਰੋਮਣੀ ਅਕਾਲੀ ਦਲ ਦੇ ਸੀਨੀਅਰ ਆਗੂ ਨਿਰਮਲ ਸਿੰਘ ਭੱਟੀਆਂ ਨੇ ਕਿਹਾ ਕਿ ਹਲਕਾ ਸਨੌਰ ਵਿੱਚ ਸੋਸ਼ਲ ਮੀਡੀਆ ਉੱਤੇ ਵੱਖ ਵੱਖ ਪ੍ਰੋਜੈਕਟਾਂ ਦੀਆਂ ਫੋਟੋਆਂ ਪਾ ਕੇ ਜਨਤਾ ਨੂੰ ਗੁੰਮਰਾਹ ਕੀਤਾ ਜਾ ਰਿਹਾ ਹੈ ਜਦਕਿ ਜ਼ਮੀਨੀ ਪੱਧਰ ਉੱਤੇ ਕੋਈ ਕੰਮ ਨਹੀਂ ਹੋਇਆ।: [982, 1330, 1506, 1390]
story-body-continued-2: ਵਿਧਾਨ ਸਭਾ ਹਲਕਾ ਧਰਮਕੋਟ ਦੇ ਵਿਧਾਇਕ ਦਵਿੰਦਰਜੀਤ ਸਿੰਘ ਲਾਡੀ ਢੋਸ ਨੇ ਰਾਜ ਪੱਧਰੀ ਸਮਾਗਮ ਦੌਰਾਨ ਮੁੱਖ ਮੰਤਰੀ ਭਗਵੰਤ ਸਿੰਘ ਮਾਨ ਅੱਗੇ ਸਤਲੁਜ ਦਰਿਆ ਦੇ ਬੰਨ੍ਹ ਨੂੰ ਪੱਕਾ ਕਰਨ ਦੀ ਮੰਗ ਰੱਖੀ। ਉਨ੍ਹਾਂ ਕਿਹਾ ਕਿ ਹਰ ਸਾਲ ਹੜ੍ਹਾਂ ਕਾਰਨ ਹਲਕੇ ਦੇ ਕਿਸਾਨਾਂ ਦੀਆਂ ਫਸਲਾਂ ਦਾ ਭਾਰੀ ਨੁਕਸਾਨ ਹੁੰਦਾ ਹੈ ਇਸ ਲਈ ਬੰਨ੍ਹ ਨੂੰ ਪੱਕਾ ਕਰਨਾ ਸਮੇਂ ਦੀ ਲੋੜ ਹੈ। ਇਸ ਮੌਕੇ ਹਲਕੇ ਦੇ ਸੈਂਕੜੇ ਲੋਕ ਸਮਾਗਮ ਵਿੱਚ ਸ਼ਾਮਲ ਹੋਏ।: [758, 2260, 1284, 2320]
page-number: 3: [1470, 5, 1506, 41]
story-headline: ਕਿਸਾਨ ਆਗੂਆਂ ਦੀ ਗ੍ਰਿਫਤਾਰੀ ਦੇ ਰੋਸ ਵਜੋਂ ਬੀਕੇਯੂ ਏਕਤਾ ਆਜ਼ਾਦ ਨੇ ਘੱਗਾ ਟੂਲ ਪਲਾਜ਼ੇ ਤੇ ਫੂਕਿਆ ਮੁੱਖ ਮੰਤਰੀ ਭਗਵੰਤ ਮਾਨ ਦਾ ਪੁਤਲਾ: [9, 188, 685, 251]
story-photo: [8, 1133, 355, 1291]
masthead-photo-farmers: [441, 0, 630, 180]
story-dateline: ਚੰਡੀਗੜ੍ਹ, 24 ਮਾਰਚ -: [1138, 605, 1247, 617]
section-divider: [0, 1523, 1512, 1524]
story-body-continued: ਸ਼੍ਰੋਮਣੀ ਅਕਾਲੀ ਦਲ ਦੇ ਸੀਨੀਅਰ ਆਗੂ ਨਿਰਮਲ ਸਿੰਘ ਭੱਟੀਆਂ ਨੇ ਕਿਹਾ ਕਿ ਹਲਕਾ ਸਨੌਰ ਵਿੱਚ ਸੋਸ਼ਲ ਮੀਡੀਆ ਉੱਤੇ ਵੱਖ ਵੱਖ ਪ੍ਰੋਜੈਕਟਾਂ ਦੀਆਂ ਫੋਟੋਆਂ ਪਾ ਕੇ ਜਨਤਾ ਨੂੰ ਗੁੰਮਰਾਹ ਕੀਤਾ ਜਾ ਰਿਹਾ ਹੈ ਜਦਕਿ ਜ਼ਮੀਨੀ ਪੱਧਰ ਉੱਤੇ ਕੋਈ ਕੰਮ ਨਹੀਂ ਹੋਇਆ।: [1380, 1095, 1506, 1233]
story-congress-protest: [753, 186, 1512, 533]
story-body-continued: ਲੁਧਿਆਣਾ ਵਿਖੇ ਅੱਜ ਰੰਧਾਵਾ ਖੁਦਕੁਸ਼ੀ ਮਾਮਲੇ ਵਿੱਚ ਪੀੜਤ ਪਰਿਵਾਰ ਨੂੰ ਇਨਸਾਫ ਦਿਵਾਉਣ ਦੀ ਮੰਗ ਨੂੰ ਲੈ ਕੇ ਸੰਨੀ ਕੈਂਥ ਦੀ ਅਗਵਾਈ ਹੇਠ ਵੱਡੀ ਗਿਣਤੀ ਵਿੱਚ ਲੋਕਾਂ ਨੇ ਜ਼ੋਰਦਾਰ ਰੋਸ ਪ੍ਰਦਰਸ਼ਨ ਕੀਤਾ ਅਤੇ ਸਰਕਾਰ ਦਾ ਪੁਤਲਾ ਫੂਕਿਆ। ਪ੍ਰਦਰਸ਼ਨਕਾਰੀਆਂ ਨੇ ਮੰਗ ਕੀਤੀ ਕਿ ਦੋਸ਼ੀਆਂ ਵਿਰੁੱਧ ਤੁਰੰਤ ਸਖ਼ਤ ਕਾਰਵਾਈ ਕੀਤੀ ਜਾਵੇ।: [986, 609, 1120, 779]
story-dateline: ਗੁਰਦਾਸਪੁਰ 24 ਮਾਰਚ (ਨਰਿੰਦਰ ਸ਼ਰਮਾ) -: [8, 2023, 126, 2052]
story-kmsc-effigy: [0, 541, 512, 1023]
story-headline: ਕਿਸਾਨ ਮਜ਼ਦੂਰ ਜਥੇਬੰਦੀ ਦੇ ਆਗੂਆਂ ਵੱਲੋਂ ਭਗਵੰਤ ਮਾਨ ਸਰਕਾਰ ਦਾ ਫੂਕਿਆ ਪੁਤਲਾ: [8, 544, 500, 592]
story-headline: ਵਿਧਾਇਕ ਬਿਲਾਸਪੁਰ ਦੇ ਘਰ ਅੱਗੇ ਕਾਂਗਰਸੀਆਂ ਨੇ ਕੀਤਾ ਪ੍ਰਦਰਸ਼ਨ: [758, 189, 1410, 221]
story-body-continued-2: ਹਲਕਾ ਨਿਹਾਲ ਸਿੰਘ ਵਾਲਾ ਦੇ ਕਾਂਗਰਸ ਪਾਰਟੀ ਦੇ ਇੰਚਾਰਜ ਭੁਪਿੰਦਰ ਸਿੰਘ ਸਾਹੋਕੇ ਦੀ ਅਗਵਾਈ ਵਿੱਚ ਸੈਂਕੜੇ ਕਾਂਗਰਸੀ ਵਰਕਰਾਂ ਅਤੇ ਆਗੂਆਂ ਵੱਲੋਂ ਆਮ ਆਦਮੀ ਪਾਰਟੀ ਦੇ ਵਿਧਾਇਕ ਮਨਜੀਤ ਸਿੰਘ ਬਿਲਾਸਪੁਰ ਦੇ ਘਰ ਅੱਗੇ ਰੋਸ ਪ੍ਰਦਰਸ਼ਨ ਕੀਤਾ ਗਿਆ। ਇਸ ਮੌਕੇ ਬੋਲਦਿਆਂ ਭੁਪਿੰਦਰ ਸਿੰਘ ਸਾਹੋਕੇ ਨੇ ਕਿਹਾ ਕਿ ਪੰਜਾਬ ਵਿੱਚ ਅਮਨ ਕਾਨੂੰਨ: [985, 437, 1284, 513]
story-headline: ਵਿਧਾਇਕ ਲਾਡੀ ਨੇ ਰਾਜ ਪੱਧਰੀ ਸਮਾਗਮ ਦੌਰਾਨ ਮੁੱਖ ਮੰਤਰੀ ਅੱਗੇ ਰੱਖੀ ਸਤਲੁਜ ਦੇ ਬੰਨ ਨੂੰ ਪੱਕਾ ਕਰਨ ਦੀ ਮੰਗ: [759, 1948, 1506, 2004]
story-harnek-singh-dc: [367, 1031, 972, 1520]
story-dateline: ਨਿਹਾਲ ਸਿੰਘ ਵਾਲਾ 24 ਮਾਰਚ (ਜਗਸੀਰ ਸਿੰਘ ਖਾਈ, ਗੁਰਮੀਤ ਬਾਜੇਆਣਾ, ਰਣਜੀਤ ਬਾਵਾ) -: [758, 236, 979, 264]
story-dateline: ਸਨੌਰ/ਪਟਿਆਲਾ, 24 ਮਾਰਚ (ਰਜਿੰਦਰ ਸਿੰਘ) -: [982, 1095, 1108, 1123]
story-body-continued: ਸਮਾਜ ਸੇਵੀ ਮਨਦੀਪ ਸਿੰਘ ਗੋਰਾ ਉੱਪਰ ਪੰਜ ਮਹੀਨੇ ਪਹਿਲਾਂ ਚਲਾਈ ਗਈ ਗੋਲੀ ਦੇ ਮਾਮਲੇ ਵਿੱਚ ਹੁਣ ਤੱਕ ਦੋਸ਼ੀਆਂ ਵਿਰੁੱਧ ਸਖ਼ਤ ਕਾਰਵਾਈ ਨਾ ਹੋਣ ਉੱਤੇ ਪਰਿਵਾਰ ਅਤੇ ਸਾਥੀਆਂ ਨੇ ਪ੍ਰਸ਼ਾਸਨ ਉੱਤੇ ਨਾਰਾਜ਼ਗੀ ਜਤਾਈ ਅਤੇ ਇਨਸਾਫ ਦੀ ਮੰਗ ਕੀਤੀ। ਸਮਾਜ ਸੇਵੀ ਮਨਦੀਪ ਸਿੰਘ ਗੋਰਾ ਉੱਪਰ ਪੰਜ ਮਹੀਨੇ ਪਹਿਲਾਂ ਚਲਾਈ ਗਈ ਗੋਲੀ ਦੇ ਮਾਮਲੇ ਵਿੱਚ ਹੁਣ ਤੱਕ ਦੋਸ਼ੀਆਂ ਵਿਰੁੱਧ ਸਖ਼ਤ ਕਾਰਵਾਈ ਨਾ ਹੋਣ ਉੱਤੇ ਪਰਿਵਾਰ ਅਤੇ ਸਾਥੀਆਂ ਨੇ ਪ੍ਰਸ਼ਾਸਨ ਉੱਤੇ ਨਾਰਾਜ਼ਗੀ ਜਤਾਈ ਅਤੇ ਇਨਸਾਫ ਦੀ ਮੰਗ ਕੀਤੀ।: [572, 1596, 843, 1734]
masthead: [0, 0, 1512, 180]
story-headline: ਬਾਬਾ ਬੰਦਾ ਸਿੰਘ ਬਹਾਦਰ ਕਿਸਾਨ ਮਜ਼ਦੂਰ ਜਥੇਬੰਦੀ ਦੇ ਕੌਮੀ ਪ੍ਰਧਾਨ ਹਰਨੇਕ ਸਿੰਘ ਸਾਥੀਆਂ ਸਮੇਤ ਡਿਪਟੀ ਕਮਿਸ਼ਨਰ ਰੋਪੜ ਨੂੰ ਮਿਲੇ: [392, 1034, 948, 1082]
story-headline: ਡੀਐਸਪੀ ਰੰਧਾਵਾ ਮਾਮਲੇ 'ਚ ਸੀਬੀਆਈ ਜਾਂਚ ਦੀ ਮੰਗ ਨੂੰ ਲੈ ਕੇ ਭਾਜਪਾ ਨੇ ਕੀਤਾ ਪ੍ਰਦਰਸ਼ਨ: [860, 1530, 1479, 1553]
story-jathedar-gargaj: [1133, 541, 1512, 1023]
story-body: ਸਨੌਰ/ਪਟਿਆਲਾ, 24 ਮਾਰਚ (ਰਜਿੰਦਰ ਸਿੰਘ) - ਸ਼੍ਰੋਮਣੀ ਅਕਾਲੀ ਦਲ ਦੇ ਸੀਨੀਅਰ ਆਗੂ ਨਿਰਮਲ ਸਿੰਘ ਭੱਟੀਆਂ ਨੇ ਕਿਹਾ ਕਿ ਹਲਕਾ ਸਨੌਰ ਵਿੱਚ ਸੋਸ਼ਲ ਮੀਡੀਆ ਉੱਤੇ ਵੱਖ ਵੱਖ ਪ੍ਰੋਜੈਕਟਾਂ ਦੀਆਂ ਫੋਟੋਆਂ ਪਾ ਕੇ ਜਨਤਾ ਨੂੰ ਗੁੰਮਰਾਹ ਕੀਤਾ ਜਾ ਰਿਹਾ ਹੈ ਜਦਕਿ ਜ਼ਮੀਨੀ ਪੱਧਰ ਉੱਤੇ ਕੋਈ ਕੰਮ ਨਹੀਂ ਹੋਇਆ।: [982, 1095, 1108, 1248]
story-headline: ਰੰਧਾਵਾ ਖੁਦਕੁਸ਼ੀ ਮਾਮਲੇ ਵਿੱਚ ਪੀੜਤ ਪਰਿਵਾਰ ਨੂੰ ਇਨਸਾਫ ਦਵਾਉਣ ਲਈ ਸੰਨੀ ਕੈਂਥ ਦੀ ਅਗਵਾਈ ਹੇਠ ਜੋਰਦਾਰ ਰੋਸ ਪ੍ਰਦਰਸ਼ਨ: [535, 544, 1110, 592]
story-dateline: ਲੁਧਿਆਣਾ, 24 ਮਾਰਚ (ਵਸ਼ਿਸ਼ਠ) -: [525, 609, 643, 638]
story-bjp-cbi-protest: [856, 1527, 1512, 1937]
color-registration-strip: [666, 2388, 847, 2405]
story-photo: [1302, 604, 1506, 832]
story-body-continued: ਉੱਤਰਾਖੰਡ ਸਿੱਖ ਫਰੰਟ ਦੇ ਪ੍ਰਧਾਨ ਵੱਲੋਂ ਸ੍ਰੀ ਅਕਾਲ ਤਖ਼ਤ ਸਾਹਿਬ ਦੇ ਕਾਰਜਕਾਰੀ ਜਥੇਦਾਰ ਗਿਆਨੀ ਕੁਲਦੀਪ ਸਿੰਘ ਗੜਗੱਜ ਨਾਲ ਮੁਲਾਕਾਤ ਕੀਤੀ ਗਈ। ਇਸ ਮੌਕੇ ਜਥੇਦਾਰ ਨੇ ਕਿਹਾ ਕਿ ਸਿੱਖ ਸੰਗਤਾਂ ਦੀਆਂ ਭਾਵਨਾਵਾਂ ਅਨੁਸਾਰ ਇਤਿਹਾਸਕ ਅਸਥਾਨਾਂ ਨੂੰ ਜੋੜਨ ਲਈ ਯਤਨ ਕੀਤੇ ਜਾਣਗੇ। ਉੱਤਰਾਖੰਡ ਸਿੱਖ ਫਰੰਟ ਦੇ ਪ੍ਰਧਾਨ ਵੱਲੋਂ ਸ੍ਰੀ ਅਕਾਲ ਤਖ਼ਤ ਸਾਹਿਬ ਦੇ ਕਾਰਜਕਾਰੀ ਜਥੇਦਾਰ ਗਿਆਨੀ ਕੁਲਦੀਪ ਸਿੰਘ ਗੜਗੱਜ ਨਾਲ ਮੁਲਾਕਾਤ ਕੀਤੀ ਗਈ। ਇਸ ਮੌਕੇ ਜਥੇਦਾਰ ਨੇ ਕਿਹਾ ਕਿ ਸਿੱਖ ਸੰਗਤਾਂ ਦੀਆਂ ਭਾਵਨਾਵਾਂ ਅਨੁਸਾਰ ਇਤਿਹਾਸਕ ਅਸਥਾਨਾਂ ਨੂੰ ਜੋੜਨ ਲਈ ਯਤਨ ਕੀਤੇ ਜਾਣਗੇ।: [1138, 839, 1506, 947]
story-body: ਗੋਇੰਦਵਾਲ ਸਾਹਿਬ, 24 ਮਾਰਚ - ਸਮਾਜ ਸੇਵੀ ਮਨਦੀਪ ਸਿੰਘ ਗੋਰਾ ਉੱਪਰ ਪੰਜ ਮਹੀਨੇ ਪਹਿਲਾਂ ਚਲਾਈ ਗਈ ਗੋਲੀ ਦੇ ਮਾਮਲੇ ਵਿੱਚ ਹੁਣ ਤੱਕ ਦੋਸ਼ੀਆਂ ਵਿਰੁੱਧ ਸਖ਼ਤ ਕਾਰਵਾਈ ਨਾ ਹੋਣ ਉੱਤੇ ਪਰਿਵਾਰ ਅਤੇ ਸਾਥੀਆਂ ਨੇ ਪ੍ਰਸ਼ਾਸਨ ਉੱਤੇ ਨਾਰਾਜ਼ਗੀ ਜਤਾਈ ਅਤੇ ਇਨਸਾਫ ਦੀ ਮੰਗ ਕੀਤੀ। ਸਮਾਜ ਸੇਵੀ ਮਨਦੀਪ ਸਿੰਘ ਗੋਰਾ ਉੱਪਰ ਪੰਜ ਮਹੀਨੇ ਪਹਿਲਾਂ ਚਲਾਈ ਗਈ ਗੋਲੀ ਦੇ ਮਾਮਲੇ ਵਿੱਚ ਹੁਣ ਤੱਕ ਦੋਸ਼ੀਆਂ ਵਿਰੁੱਧ ਸਖ਼ਤ ਕਾਰਵਾਈ ਨਾ ਹੋਣ ਉੱਤੇ ਪਰਿਵਾਰ ਅਤੇ ਸਾਥੀਆਂ ਨੇ ਪ੍ਰਸ਼ਾਸਨ ਉੱਤੇ ਨਾਰਾਜ਼ਗੀ ਜਤਾਈ ਅਤੇ ਇਨਸਾਫ ਦੀ ਮੰਗ ਕੀਤੀ।: [8, 1596, 370, 1703]
story-headline: ਸ਼ਹੀਦਾਂ ਦੇ ਸੁਪਨਿਆਂ ਦਾ ਪੰਜਾਬ ਸਿਰਜਣ ਲਈ 'ਪੰਜਾਬ ਸੰਭਾਲੋ' ਮੁਹਿੰਮ ਨਾਲ ਜੁੜਨ ਪੰਜਾਬ ਵਾਸੀ - ਕਰੀਮਪੁਰੀ: [8, 1033, 340, 1074]
story-body: ਕਿਸਾਨਾਂ-ਮਜ਼ਦੂਰਾਂ ਦੀਆਂ ਸਮੱਸਿਆਵਾਂ ਬਾਰੇ ਕਰਵਾਇਆ ਜਾਣੂ ਰੋਪੜ, 23 ਮਾਰਚ (ਮਨਜੀਤ ਸਿੰਘ) - ਬਾਬਾ ਬੰਦਾ ਸਿੰਘ ਬਹਾਦਰ ਕਿਸਾਨ ਮਜ਼ਦੂਰ ਜਥੇਬੰਦੀ ਦੇ ਕੌਮੀ ਪ੍ਰਧਾਨ ਹਰਨੇਕ ਸਿੰਘ ਨੇ ਆਪਣੇ ਸਾਥੀਆਂ ਸਮੇਤ ਡਿਪਟੀ ਕਮਿਸ਼ਨਰ ਰੋਪੜ ਨਾਲ ਮੁਲਾਕਾਤ ਕਰਕੇ ਕਿਸਾਨਾਂ ਅਤੇ ਮਜ਼ਦੂਰਾਂ ਦੀਆਂ ਸਮੱਸਿਆਵਾਂ ਬਾਰੇ ਜਾਣੂ ਕਰਵਾਇਆ। ਡਿਪਟੀ ਕਮਿਸ਼ਨਰ ਨੇ ਭਰੋਸਾ ਦਿੱਤਾ ਕਿ: [373, 1104, 507, 1289]
story-headline: ਹਲਕਾ ਸਨੌਰ ਵਿੱਚ ਸ਼ੋਸ਼ਲ ਮੀਡੀਆ ਤੇ ਵੱਖ ਵੱਖ ਪ੍ਰੋਜੈਕਟਾਂ ਦੀਆਂ ਫੋਟੋਆਂ ਪਾ ਕੇ ਜਨਤਾ ਨੂੰ ਗੁੰਮਰਾਹ ਕੀਤਾ ਜਾ ਰਿਹਾ ਹੈ - ਨਿਰਮਲ ਸਿੰਘ ਭੱਟੀਆਂ: [982, 1033, 1506, 1074]
story-body-continued-2: ਮੁਨੀਸ਼ਾ ਰਾਣੀ ਪਤਨੀ ਬਲਜੀਤ ਸਿੰਘ ਵਾਸੀ ਗੁਰਦਾਸਪੁਰ ਨੇ ਪ੍ਰੈਸ ਕਾਨਫਰੰਸ ਦੌਰਾਨ ਦੱਸਿਆ ਕਿ ਉਸ ਦਾ ਵਿਆਹ ਕਰੀਬ ਦੋ ਸਾਲ ਪਹਿਲਾਂ ਹੋਇਆ ਸੀ ਅਤੇ ਵਿਆਹ ਤੋਂ ਬਾਅਦ ਸਹੁਰਾ ਪਰਿਵਾਰ ਵੱਲੋਂ ਹੋਰ ਦਾਜ ਦੀ ਮੰਗ ਕੀਤੀ ਜਾਣ ਲੱਗੀ। ਪਤੀ ਪਤਨੀ ਨੇ ਥਾਣੇਦਾਰ ਉੱਤੇ ਧਮਕਾਉਣ ਦੇ ਦੋਸ਼ ਲਗਾਉਂਦਿਆਂ ਉੱਚ ਅਧਿਕਾਰੀਆਂ ਤੋਂ ਇਨਸਾਫ ਦੀ ਮੰਗ ਕੀਤੀ। ਮੁਨੀਸ਼ਾ ਰਾਣੀ ਪਤਨੀ ਬਲਜੀਤ ਸਿੰਘ ਵਾਸੀ ਗੁਰਦਾਸਪੁਰ ਨੇ ਪ੍ਰੈਸ ਕਾਨਫਰੰਸ ਦੌਰਾਨ ਦੱਸਿਆ ਕਿ ਉਸ ਦਾ ਵਿਆਹ ਕਰੀਬ ਦੋ ਸਾਲ ਪਹਿਲਾਂ ਹੋਇਆ ਸੀ ਅਤੇ ਵਿਆਹ ਤੋਂ ਬਾਅਦ ਸਹੁਰਾ ਪਰਿਵਾਰ ਵੱਲੋਂ ਹੋਰ ਦਾਜ ਦੀ ਮੰਗ ਕੀਤੀ ਜਾਣ ਲੱਗੀ। ਪਤੀ ਪਤਨੀ ਨੇ ਥਾਣੇਦਾਰ ਉੱਤੇ ਧਮਕਾਉਣ ਦੇ ਦੋਸ਼ ਲਗਾਉਂਦਿਆਂ ਉੱਚ ਅਧਿਕਾਰੀਆਂ ਤੋਂ ਇਨਸਾਫ ਦੀ ਮੰਗ ਕੀਤੀ। ਮੁਨੀਸ਼ਾ ਰਾਣੀ ਪਤਨੀ ਬਲਜੀਤ ਸਿੰਘ ਵਾਸੀ ਗੁਰਦਾਸਪੁਰ ਨੇ ਪ੍ਰੈਸ ਕਾਨਫਰੰਸ ਦੌਰਾਨ ਦੱਸਿਆ ਕਿ ਉਸ ਦਾ ਵਿਆਹ ਕਰੀਬ ਦੋ ਸਾਲ ਪਹਿਲਾਂ ਹੋਇਆ ਸੀ ਅਤੇ ਵਿਆਹ ਤੋਂ ਬਾਅਦ ਸਹੁਰਾ ਪਰਿਵਾਰ ਵੱਲੋਂ ਹੋਰ ਦਾਜ ਦੀ ਮੰਗ ਕੀਤੀ ਜਾਣ ਲੱਗੀ। ਪਤੀ ਪਤਨੀ ਨੇ ਥਾਣੇਦਾਰ ਉੱਤੇ ਧਮਕਾਉਣ ਦੇ ਦੋਸ਼ ਲਗਾਉਂਦਿਆਂ ਉੱਚ ਅਧਿਕਾਰੀਆਂ ਤੋਂ ਇਨਸਾਫ ਦੀ ਮੰਗ ਕੀਤੀ।: [340, 2023, 741, 2208]
